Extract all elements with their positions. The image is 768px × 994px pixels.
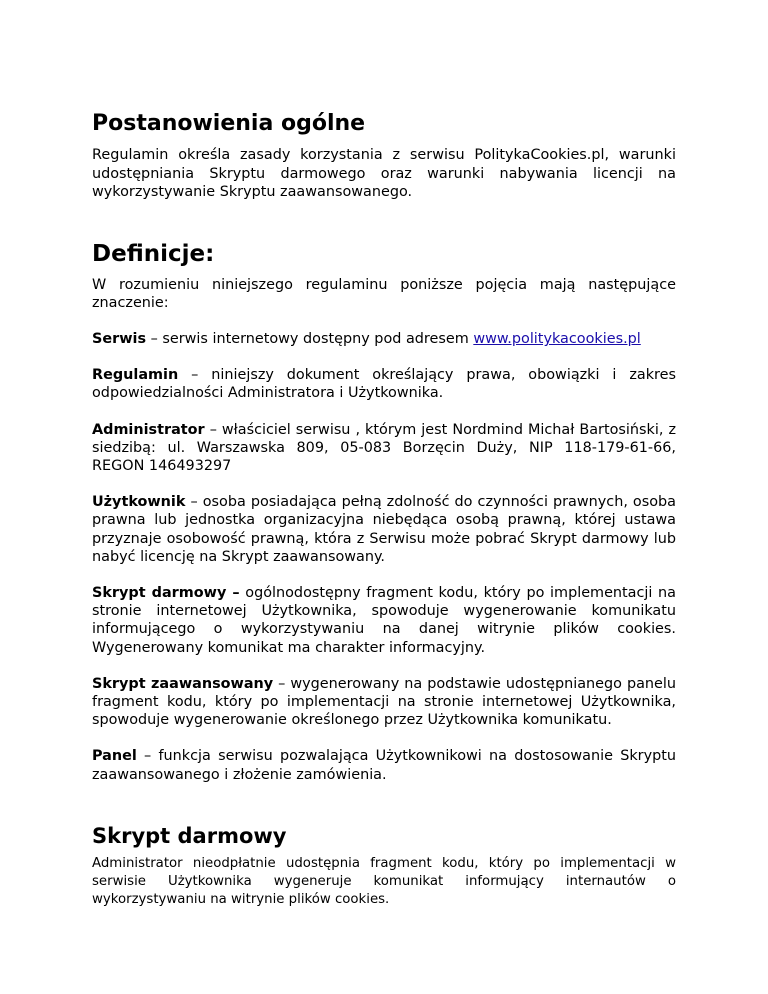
definition-regulamin	[92, 366, 676, 402]
politykacookies-link[interactable]: www.politykacookies.pl	[473, 331, 641, 347]
heading-free-script: Skrypt darmowy	[92, 823, 287, 848]
definition-panel-text: – funkcja serwisu pozwalająca Użytkownikowi na dostosowanie Skryptu zaawansowanego i złożenie zamówienia.	[92, 748, 676, 783]
definition-skrypt-darmowy	[92, 584, 676, 657]
general-paragraph: Regulamin określa zasady korzystania z serwisu PolitykaCookies.pl, warunki udostępniania Skryptu darmowego oraz warunki nabywania licencji na wykorzystywanie Skryptu zaawansowanego.	[92, 147, 676, 200]
definition-skrypt-zaawansowany	[92, 675, 676, 730]
term-serwis: Serwis	[92, 331, 147, 347]
term-panel: Panel	[92, 748, 137, 765]
definition-serwis	[92, 330, 676, 348]
term-administrator: Administrator	[92, 421, 205, 438]
definition-serwis-text: – serwis internetowy dostępny pod adresem	[146, 331, 474, 347]
heading-definitions: Definicje:	[92, 241, 215, 267]
term-uzytkownik: Użytkownik	[92, 494, 186, 511]
term-skrypt-zaawansowany: Skrypt zaawansowany	[92, 675, 274, 692]
term-skrypt-darmowy: Skrypt darmowy –	[92, 585, 240, 602]
definition-uzytkownik	[92, 493, 676, 566]
definition-regulamin-text: – niniejszy dokument określający prawa, obowiązki i zakres odpowiedzialności Administratora i Użytkownika.	[92, 367, 676, 402]
heading-general: Postanowienia ogólne	[92, 111, 366, 136]
term-regulamin: Regulamin	[92, 367, 179, 384]
free-script-paragraph: Administrator nieodpłatnie udostępnia fragment kodu, który po implementacji w serwisie Użytkownika wygeneruje komunikat informujący internautów o wykorzystywaniu na witrynie plików cookies.	[92, 856, 676, 908]
definition-uzytkownik-text: – osoba posiadająca pełną zdolność do czynności prawnych, osoba prawna lub jednostka organizacyjna niebędąca osobą prawną, której ustawa przyznaje osobowość prawną, która z Serwisu może pobrać Skrypt darmowy lub nabyć licencję na Skrypt zaawansowany.	[92, 494, 676, 565]
definitions-intro: W rozumieniu niniejszego regulaminu poniższe pojęcia mają następujące znaczenie:	[92, 276, 676, 311]
definition-panel	[92, 747, 676, 783]
definition-skrypt-zaawansowany-text: – wygenerowany na podstawie udostępnianego panelu fragment kodu, który po implementacji na stronie internetowej Użytkownika, spowoduje wygenerowanie określonego przez Użytkownika komunikatu.	[92, 675, 676, 729]
definition-administrator-text: – właściciel serwisu , którym jest Nordmind Michał Bartosiński, z siedzibą: ul. Warszawska 809, 05-083 Borzęcin Duży, NIP 118-179-61-66, REGON 146493297	[92, 421, 676, 475]
definition-skrypt-darmowy-text: ogólnodostępny fragment kodu, który po implementacji na stronie internetowej Użytkownika, spowoduje wygenerowanie komunikatu informującego o wykorzystywaniu na danej witrynie plików cookies. Wygenerowany komunikat ma charakter informacyjny.	[92, 585, 676, 656]
document-page	[92, 0, 676, 910]
definition-administrator	[92, 421, 676, 476]
